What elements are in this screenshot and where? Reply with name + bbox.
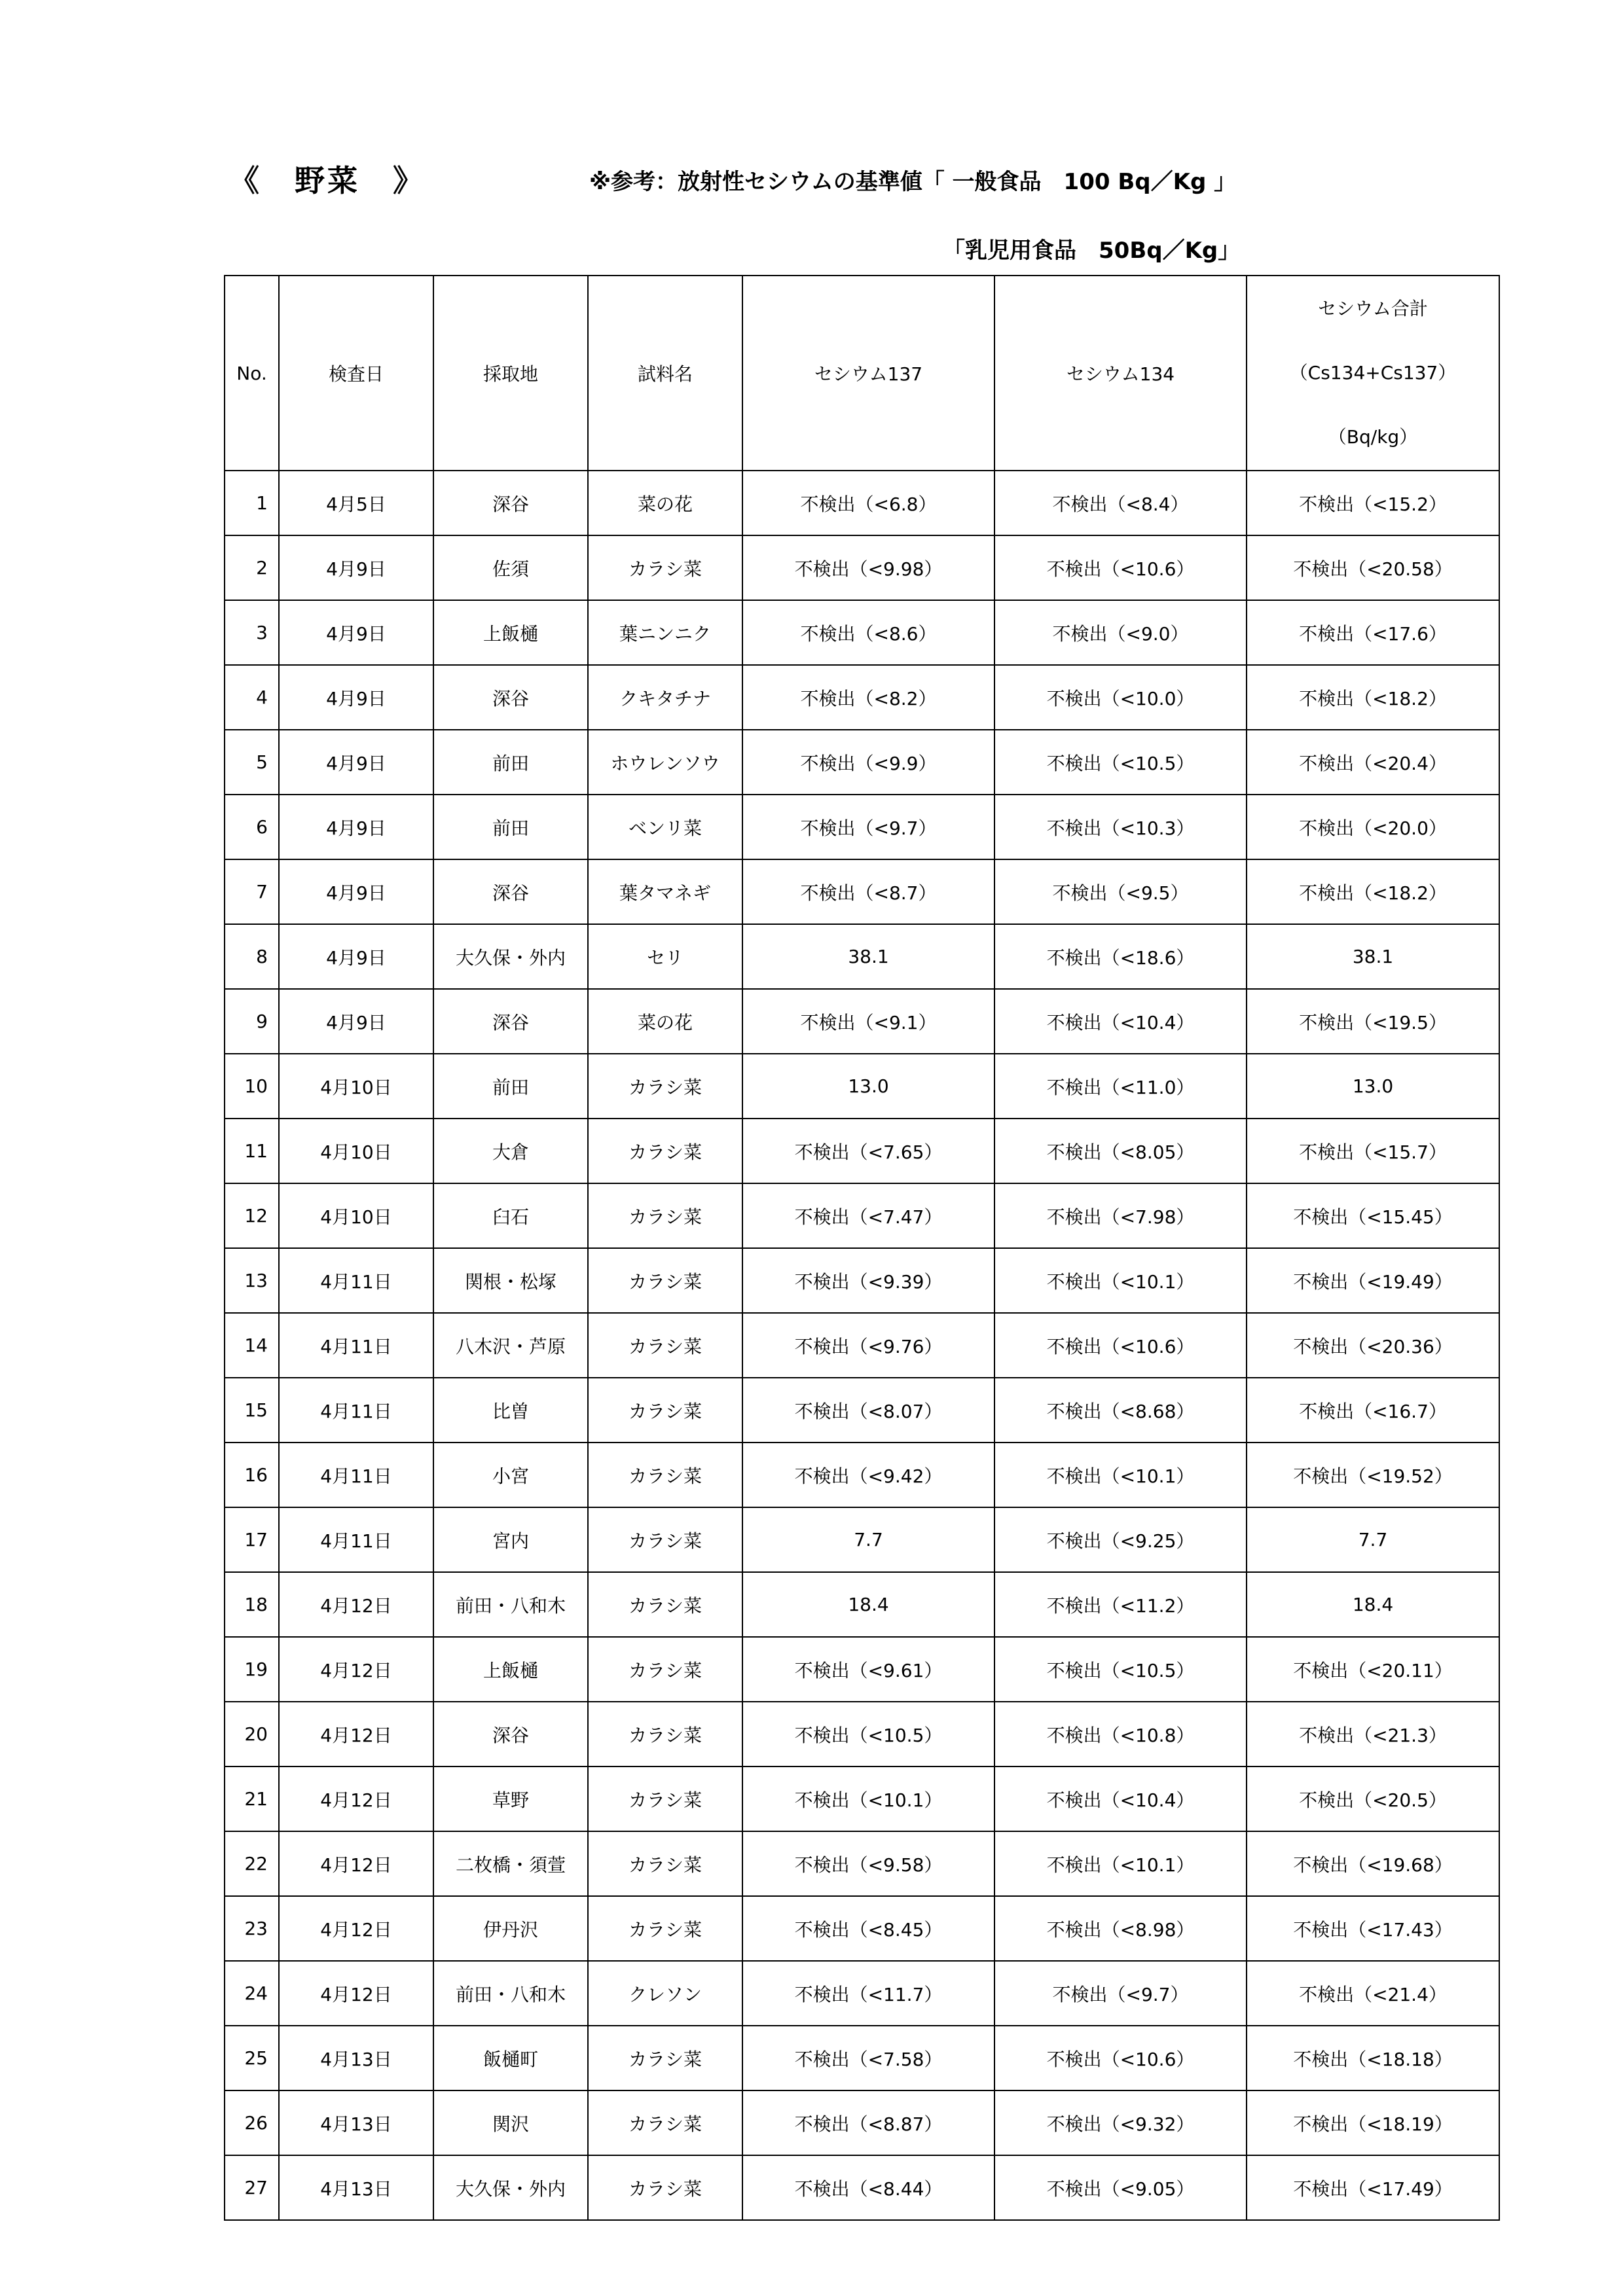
- table-row: [225, 665, 1499, 730]
- cell-cs137: 不検出（<9.98）: [742, 535, 994, 600]
- cell-total: 不検出（<20.5）: [1247, 1767, 1499, 1831]
- cell-total: 不検出（<18.18）: [1247, 2026, 1499, 2090]
- page-title: 《 野菜 》: [229, 163, 426, 198]
- cell-cs137: 不検出（<9.39）: [742, 1248, 994, 1313]
- cell-location: 前田: [433, 730, 588, 795]
- table-row: [225, 600, 1499, 665]
- table-row: [225, 1378, 1499, 1443]
- cell-total: 不検出（<15.45）: [1247, 1183, 1499, 1248]
- cell-cs134: 不検出（<8.98）: [994, 1896, 1247, 1961]
- cell-no: 24: [225, 1961, 279, 2026]
- cell-cs134: 不検出（<10.0）: [994, 665, 1247, 730]
- cell-location: 深谷: [433, 471, 588, 535]
- cell-date: 4月9日: [279, 535, 433, 600]
- cell-cs137: 不検出（<9.7）: [742, 795, 994, 859]
- cell-location: 八木沢・芦原: [433, 1313, 588, 1378]
- reference-standard-infant: 「乳児用食品 50Bq／Kg」: [943, 238, 1241, 264]
- cell-cs134: 不検出（<8.68）: [994, 1378, 1247, 1443]
- cell-cs134: 不検出（<10.6）: [994, 535, 1247, 600]
- cell-no: 2: [225, 535, 279, 600]
- cell-location: 前田: [433, 795, 588, 859]
- cell-date: 4月13日: [279, 2155, 433, 2220]
- cell-sample: カラシ菜: [588, 1119, 742, 1183]
- cell-sample: カラシ菜: [588, 1702, 742, 1767]
- cell-date: 4月12日: [279, 1637, 433, 1702]
- cell-date: 4月12日: [279, 1831, 433, 1896]
- cell-location: 飯樋町: [433, 2026, 588, 2090]
- cell-date: 4月10日: [279, 1054, 433, 1119]
- cell-sample: カラシ菜: [588, 1507, 742, 1572]
- cell-cs137: 不検出（<8.07）: [742, 1378, 994, 1443]
- cell-location: 上飯樋: [433, 1637, 588, 1702]
- cell-total: 不検出（<16.7）: [1247, 1378, 1499, 1443]
- cell-date: 4月9日: [279, 989, 433, 1054]
- cell-date: 4月11日: [279, 1248, 433, 1313]
- cell-sample: クキタチナ: [588, 665, 742, 730]
- cell-cs137: 不検出（<10.5）: [742, 1702, 994, 1767]
- cell-date: 4月9日: [279, 795, 433, 859]
- cell-no: 21: [225, 1767, 279, 1831]
- cell-cs137: 不検出（<8.6）: [742, 600, 994, 665]
- cell-cs134: 不検出（<9.0）: [994, 600, 1247, 665]
- cell-cs137: 不検出（<7.47）: [742, 1183, 994, 1248]
- table-row: [225, 795, 1499, 859]
- cell-sample: カラシ菜: [588, 2155, 742, 2220]
- cell-cs137: 18.4: [742, 1572, 994, 1637]
- cell-sample: カラシ菜: [588, 2090, 742, 2155]
- cell-cs134: 不検出（<10.1）: [994, 1248, 1247, 1313]
- cell-sample: カラシ菜: [588, 1831, 742, 1896]
- cell-date: 4月12日: [279, 1896, 433, 1961]
- cell-no: 4: [225, 665, 279, 730]
- column-header-date: 検査日: [279, 276, 433, 471]
- cell-date: 4月12日: [279, 1767, 433, 1831]
- table-row: [225, 2155, 1499, 2220]
- cell-cs134: 不検出（<10.3）: [994, 795, 1247, 859]
- column-header-total-line3: （Bq/kg）: [1328, 426, 1418, 448]
- cell-cs137: 不検出（<8.44）: [742, 2155, 994, 2220]
- cell-total: 13.0: [1247, 1054, 1499, 1119]
- cell-total: 38.1: [1247, 924, 1499, 989]
- cell-location: 二枚橋・須萱: [433, 1831, 588, 1896]
- cell-no: 12: [225, 1183, 279, 1248]
- table-row: [225, 924, 1499, 989]
- cell-sample: カラシ菜: [588, 1896, 742, 1961]
- cell-cs134: 不検出（<8.4）: [994, 471, 1247, 535]
- cell-cs137: 13.0: [742, 1054, 994, 1119]
- column-header-total: [1247, 276, 1499, 471]
- table-row: [225, 1507, 1499, 1572]
- cell-no: 5: [225, 730, 279, 795]
- cell-no: 18: [225, 1572, 279, 1637]
- cell-location: 宮内: [433, 1507, 588, 1572]
- table-row: [225, 1767, 1499, 1831]
- cell-date: 4月10日: [279, 1119, 433, 1183]
- cell-no: 3: [225, 600, 279, 665]
- cell-sample: カラシ菜: [588, 1572, 742, 1637]
- cell-sample: ホウレンソウ: [588, 730, 742, 795]
- cell-no: 20: [225, 1702, 279, 1767]
- cell-sample: カラシ菜: [588, 1313, 742, 1378]
- cell-location: 前田・八和木: [433, 1961, 588, 2026]
- table-row: [225, 1831, 1499, 1896]
- cell-total: 不検出（<19.5）: [1247, 989, 1499, 1054]
- cell-total: 不検出（<18.2）: [1247, 859, 1499, 924]
- column-header-location: 採取地: [433, 276, 588, 471]
- table-row: [225, 730, 1499, 795]
- cell-date: 4月11日: [279, 1313, 433, 1378]
- cell-location: 深谷: [433, 665, 588, 730]
- table-row: [225, 1637, 1499, 1702]
- cell-total: 不検出（<15.7）: [1247, 1119, 1499, 1183]
- cell-no: 17: [225, 1507, 279, 1572]
- cell-cs137: 不検出（<10.1）: [742, 1767, 994, 1831]
- cell-no: 23: [225, 1896, 279, 1961]
- column-header-total-line2: （Cs134+Cs137）: [1289, 362, 1457, 384]
- cell-date: 4月13日: [279, 2026, 433, 2090]
- cell-cs137: 不検出（<9.9）: [742, 730, 994, 795]
- column-header-sample: 試料名: [588, 276, 742, 471]
- table-row: [225, 1054, 1499, 1119]
- cell-cs137: 不検出（<9.76）: [742, 1313, 994, 1378]
- cell-no: 7: [225, 859, 279, 924]
- cell-location: 上飯樋: [433, 600, 588, 665]
- cell-date: 4月12日: [279, 1572, 433, 1637]
- cell-location: 大久保・外内: [433, 924, 588, 989]
- cell-location: 大倉: [433, 1119, 588, 1183]
- column-header-cs137: セシウム137: [742, 276, 994, 471]
- cell-cs137: 38.1: [742, 924, 994, 989]
- cell-cs134: 不検出（<10.5）: [994, 730, 1247, 795]
- cell-sample: カラシ菜: [588, 1378, 742, 1443]
- cell-sample: カラシ菜: [588, 1248, 742, 1313]
- cell-cs134: 不検出（<7.98）: [994, 1183, 1247, 1248]
- cell-no: 8: [225, 924, 279, 989]
- cell-total: 18.4: [1247, 1572, 1499, 1637]
- cell-date: 4月12日: [279, 1961, 433, 2026]
- cell-cs134: 不検出（<9.32）: [994, 2090, 1247, 2155]
- table-row: [225, 1313, 1499, 1378]
- cell-cs137: 不検出（<9.42）: [742, 1443, 994, 1507]
- cell-location: 関沢: [433, 2090, 588, 2155]
- cell-no: 27: [225, 2155, 279, 2220]
- table-row: [225, 535, 1499, 600]
- cell-sample: カラシ菜: [588, 535, 742, 600]
- cell-location: 比曽: [433, 1378, 588, 1443]
- cell-date: 4月9日: [279, 924, 433, 989]
- cell-cs134: 不検出（<10.6）: [994, 1313, 1247, 1378]
- cell-cs134: 不検出（<11.2）: [994, 1572, 1247, 1637]
- cell-location: 臼石: [433, 1183, 588, 1248]
- cell-sample: カラシ菜: [588, 1183, 742, 1248]
- table-row: [225, 989, 1499, 1054]
- cell-total: 不検出（<17.49）: [1247, 2155, 1499, 2220]
- cell-date: 4月11日: [279, 1507, 433, 1572]
- cell-cs137: 不検出（<11.7）: [742, 1961, 994, 2026]
- table-row: [225, 1572, 1499, 1637]
- cell-cs134: 不検出（<10.4）: [994, 1767, 1247, 1831]
- cell-location: 伊丹沢: [433, 1896, 588, 1961]
- cell-cs134: 不検出（<10.6）: [994, 2026, 1247, 2090]
- cell-cs134: 不検出（<10.4）: [994, 989, 1247, 1054]
- cell-no: 22: [225, 1831, 279, 1896]
- table-row: [225, 859, 1499, 924]
- cell-sample: 葉タマネギ: [588, 859, 742, 924]
- cell-sample: ベンリ菜: [588, 795, 742, 859]
- cell-no: 25: [225, 2026, 279, 2090]
- cell-total: 不検出（<19.49）: [1247, 1248, 1499, 1313]
- cell-cs134: 不検出（<9.05）: [994, 2155, 1247, 2220]
- column-header-total-line1: セシウム合計: [1318, 298, 1428, 319]
- cell-no: 6: [225, 795, 279, 859]
- cell-sample: カラシ菜: [588, 1443, 742, 1507]
- cell-total: 不検出（<19.68）: [1247, 1831, 1499, 1896]
- cell-sample: カラシ菜: [588, 1637, 742, 1702]
- cell-location: 前田・八和木: [433, 1572, 588, 1637]
- cell-date: 4月11日: [279, 1378, 433, 1443]
- cell-cs134: 不検出（<10.1）: [994, 1831, 1247, 1896]
- table-row: [225, 2026, 1499, 2090]
- cell-cs134: 不検出（<10.5）: [994, 1637, 1247, 1702]
- table-row: [225, 1443, 1499, 1507]
- table-row: [225, 1248, 1499, 1313]
- cell-total: 不検出（<20.11）: [1247, 1637, 1499, 1702]
- cell-sample: 葉ニンニク: [588, 600, 742, 665]
- cell-location: 前田: [433, 1054, 588, 1119]
- table-row: [225, 1183, 1499, 1248]
- cell-no: 9: [225, 989, 279, 1054]
- cell-cs137: 7.7: [742, 1507, 994, 1572]
- cell-total: 不検出（<21.3）: [1247, 1702, 1499, 1767]
- cell-no: 16: [225, 1443, 279, 1507]
- cell-sample: 菜の花: [588, 471, 742, 535]
- column-header-cs134: セシウム134: [994, 276, 1247, 471]
- cell-cs137: 不検出（<9.61）: [742, 1637, 994, 1702]
- cell-cs137: 不検出（<8.7）: [742, 859, 994, 924]
- cell-cs137: 不検出（<8.45）: [742, 1896, 994, 1961]
- cell-no: 14: [225, 1313, 279, 1378]
- cell-date: 4月5日: [279, 471, 433, 535]
- cell-cs137: 不検出（<8.2）: [742, 665, 994, 730]
- cell-total: 不検出（<15.2）: [1247, 471, 1499, 535]
- cell-sample: クレソン: [588, 1961, 742, 2026]
- table-row: [225, 1961, 1499, 2026]
- cell-date: 4月10日: [279, 1183, 433, 1248]
- cell-date: 4月12日: [279, 1702, 433, 1767]
- table-row: [225, 1702, 1499, 1767]
- cell-cs137: 不検出（<6.8）: [742, 471, 994, 535]
- cell-sample: セリ: [588, 924, 742, 989]
- cell-no: 13: [225, 1248, 279, 1313]
- reference-standard-general: ※参考：放射性セシウムの基準値「 一般食品 100 Bq／Kg 」: [589, 169, 1237, 195]
- cell-total: 不検出（<20.58）: [1247, 535, 1499, 600]
- cell-location: 大久保・外内: [433, 2155, 588, 2220]
- cell-cs134: 不検出（<18.6）: [994, 924, 1247, 989]
- cell-cs137: 不検出（<7.58）: [742, 2026, 994, 2090]
- cell-no: 11: [225, 1119, 279, 1183]
- cell-cs134: 不検出（<10.1）: [994, 1443, 1247, 1507]
- cell-cs134: 不検出（<9.5）: [994, 859, 1247, 924]
- cell-no: 15: [225, 1378, 279, 1443]
- cell-total: 不検出（<17.6）: [1247, 600, 1499, 665]
- cell-location: 佐須: [433, 535, 588, 600]
- cell-location: 深谷: [433, 859, 588, 924]
- cell-location: 関根・松塚: [433, 1248, 588, 1313]
- cell-total: 不検出（<18.19）: [1247, 2090, 1499, 2155]
- cell-date: 4月9日: [279, 859, 433, 924]
- table-row: [225, 471, 1499, 535]
- table-row: [225, 2090, 1499, 2155]
- cell-cs134: 不検出（<11.0）: [994, 1054, 1247, 1119]
- cell-no: 19: [225, 1637, 279, 1702]
- cell-total: 不検出（<20.0）: [1247, 795, 1499, 859]
- cell-location: 深谷: [433, 989, 588, 1054]
- cell-total: 不検出（<21.4）: [1247, 1961, 1499, 2026]
- cell-cs137: 不検出（<8.87）: [742, 2090, 994, 2155]
- cell-date: 4月9日: [279, 600, 433, 665]
- cell-date: 4月11日: [279, 1443, 433, 1507]
- cell-date: 4月13日: [279, 2090, 433, 2155]
- cell-no: 26: [225, 2090, 279, 2155]
- cell-location: 草野: [433, 1767, 588, 1831]
- cell-no: 1: [225, 471, 279, 535]
- cell-no: 10: [225, 1054, 279, 1119]
- cell-sample: カラシ菜: [588, 1054, 742, 1119]
- cell-total: 不検出（<20.36）: [1247, 1313, 1499, 1378]
- cell-total: 不検出（<19.52）: [1247, 1443, 1499, 1507]
- cell-date: 4月9日: [279, 665, 433, 730]
- table-header-row: [225, 276, 1499, 471]
- cell-cs137: 不検出（<9.58）: [742, 1831, 994, 1896]
- cell-total: 7.7: [1247, 1507, 1499, 1572]
- cell-cs137: 不検出（<9.1）: [742, 989, 994, 1054]
- table-row: [225, 1896, 1499, 1961]
- cell-location: 小宮: [433, 1443, 588, 1507]
- cell-sample: カラシ菜: [588, 1767, 742, 1831]
- cell-cs134: 不検出（<10.8）: [994, 1702, 1247, 1767]
- cesium-results-table: [224, 275, 1500, 2221]
- cell-cs134: 不検出（<9.7）: [994, 1961, 1247, 2026]
- cell-cs134: 不検出（<8.05）: [994, 1119, 1247, 1183]
- cell-total: 不検出（<17.43）: [1247, 1896, 1499, 1961]
- cell-location: 深谷: [433, 1702, 588, 1767]
- cell-sample: 菜の花: [588, 989, 742, 1054]
- column-header-no: No.: [225, 276, 279, 471]
- cell-total: 不検出（<18.2）: [1247, 665, 1499, 730]
- cell-date: 4月9日: [279, 730, 433, 795]
- cell-cs134: 不検出（<9.25）: [994, 1507, 1247, 1572]
- cell-sample: カラシ菜: [588, 2026, 742, 2090]
- cell-cs137: 不検出（<7.65）: [742, 1119, 994, 1183]
- cell-total: 不検出（<20.4）: [1247, 730, 1499, 795]
- table-row: [225, 1119, 1499, 1183]
